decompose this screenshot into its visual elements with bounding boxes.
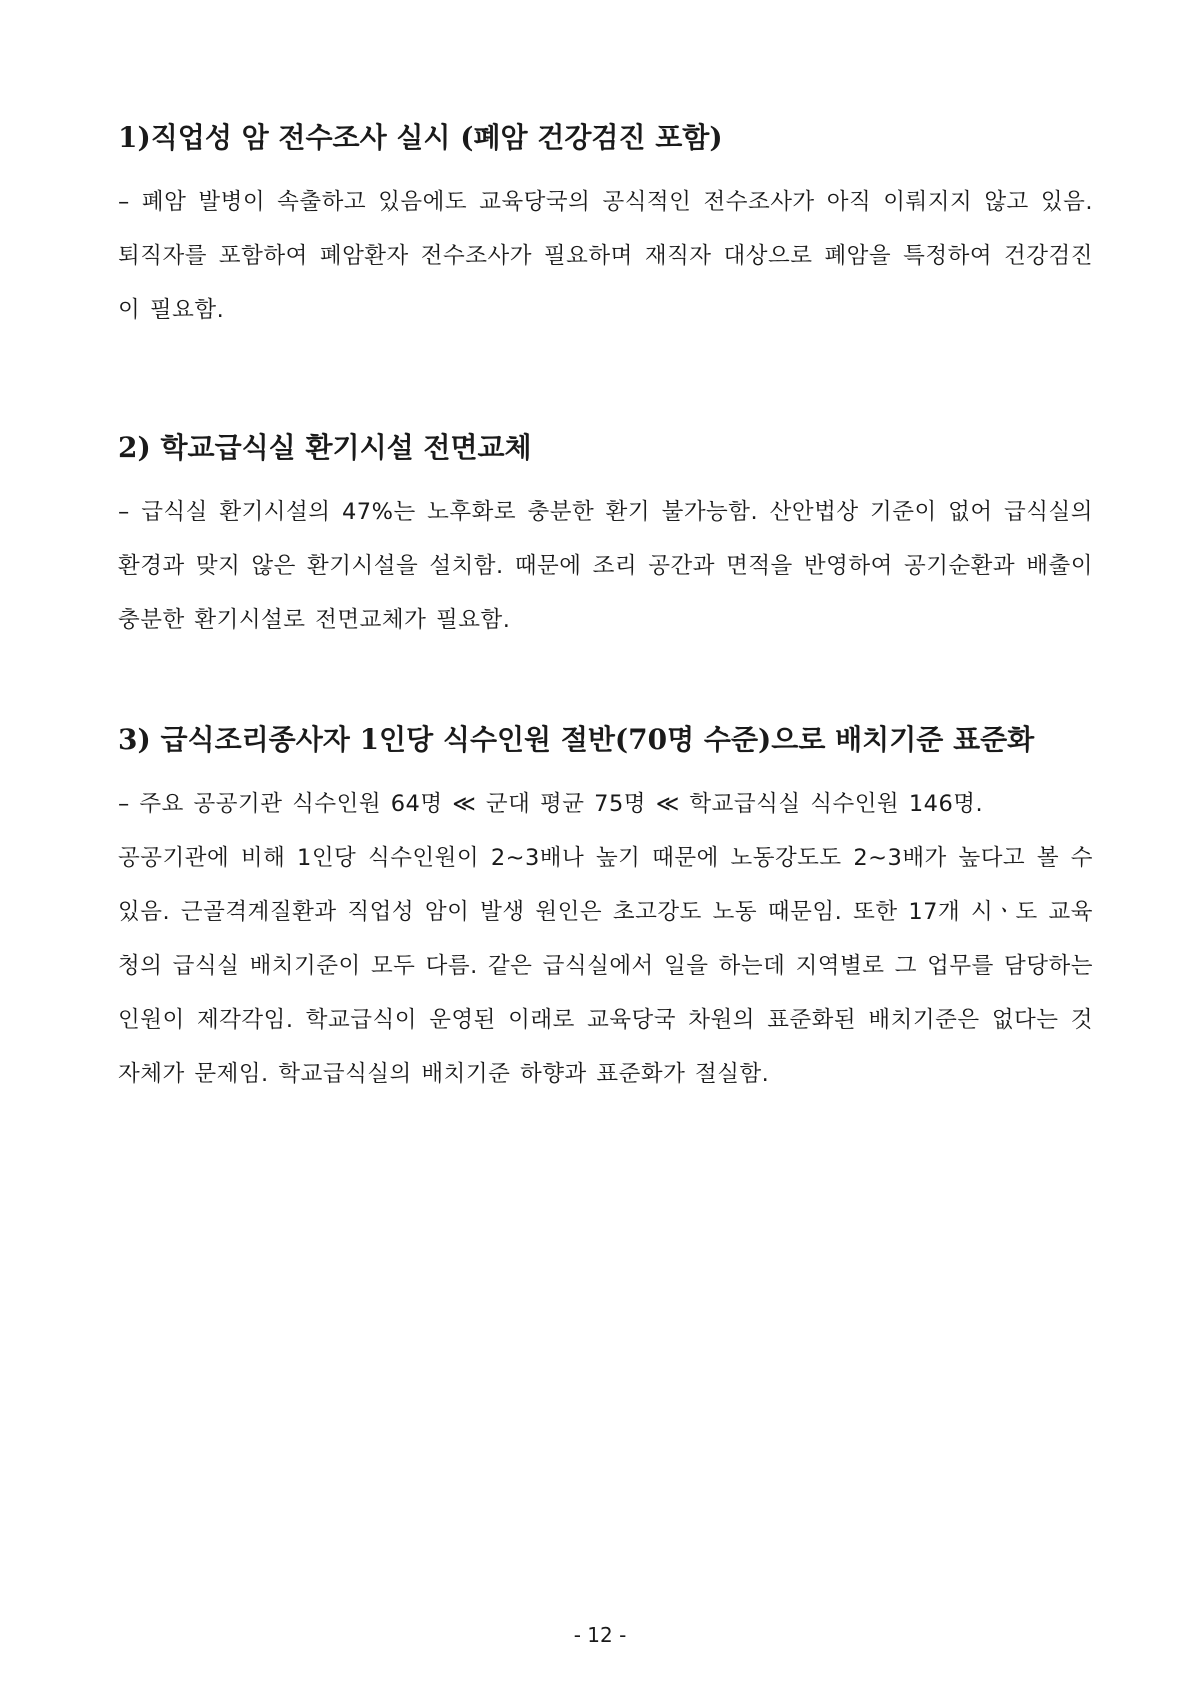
section-heading: 1)직업성 암 전수조사 실시 (폐암 건강검진 포함) [118, 121, 723, 154]
page-number: - 12 - [573, 1623, 627, 1647]
section-paragraph: – 폐암 발병이 속출하고 있음에도 교육당국의 공식적인 전수조사가 아직 이뤄지지 않고 있음. 퇴직자를 포함하여 폐암환자 전수조사가 필요하며 재직자 대상으로 폐암을 특정하여 건강검진이 필요함. [118, 189, 1093, 323]
section-heading: 3) 급식조리종사자 1인당 식수인원 절반(70명 수준)으로 배치기준 표준화 [118, 723, 1035, 756]
section-comparison-line: – 주요 공공기관 식수인원 64명 ≪ 군대 평균 75명 ≪ 학교급식실 식수인원 146명. [118, 791, 984, 817]
section-paragraph: 공공기관에 비해 1인당 식수인원이 2~3배나 높기 때문에 노동강도도 2~3배가 높다고 볼 수 있음. 근골격계질환과 직업성 암이 발생 원인은 초고강도 노동 때문임. 또한 17개 시ㆍ도 교육청의 급식실 배치기준이 모두 다름. 같은 급식실에서 일을 하는데 지역별로 그 업무를 담당하는 인원이 제각각임. 학교급식이 운영된 이래로 교육당국 차원의 표준화된 배치기준은 없다는 것 자체가 문제임. 학교급식실의 배치기준 하향과 표준화가 절실함. [118, 845, 1093, 1087]
section-1 [118, 118, 1093, 337]
section-2 [118, 428, 1093, 647]
section-paragraph: – 급식실 환기시설의 47%는 노후화로 충분한 환기 불가능함. 산안법상 기준이 없어 급식실의 환경과 맞지 않은 환기시설을 설치함. 때문에 조리 공간과 면적을 반영하여 공기순환과 배출이 충분한 환기시설로 전면교체가 필요함. [118, 499, 1093, 633]
section-3 [118, 720, 1093, 1101]
section-heading: 2) 학교급식실 환기시설 전면교체 [118, 431, 532, 464]
